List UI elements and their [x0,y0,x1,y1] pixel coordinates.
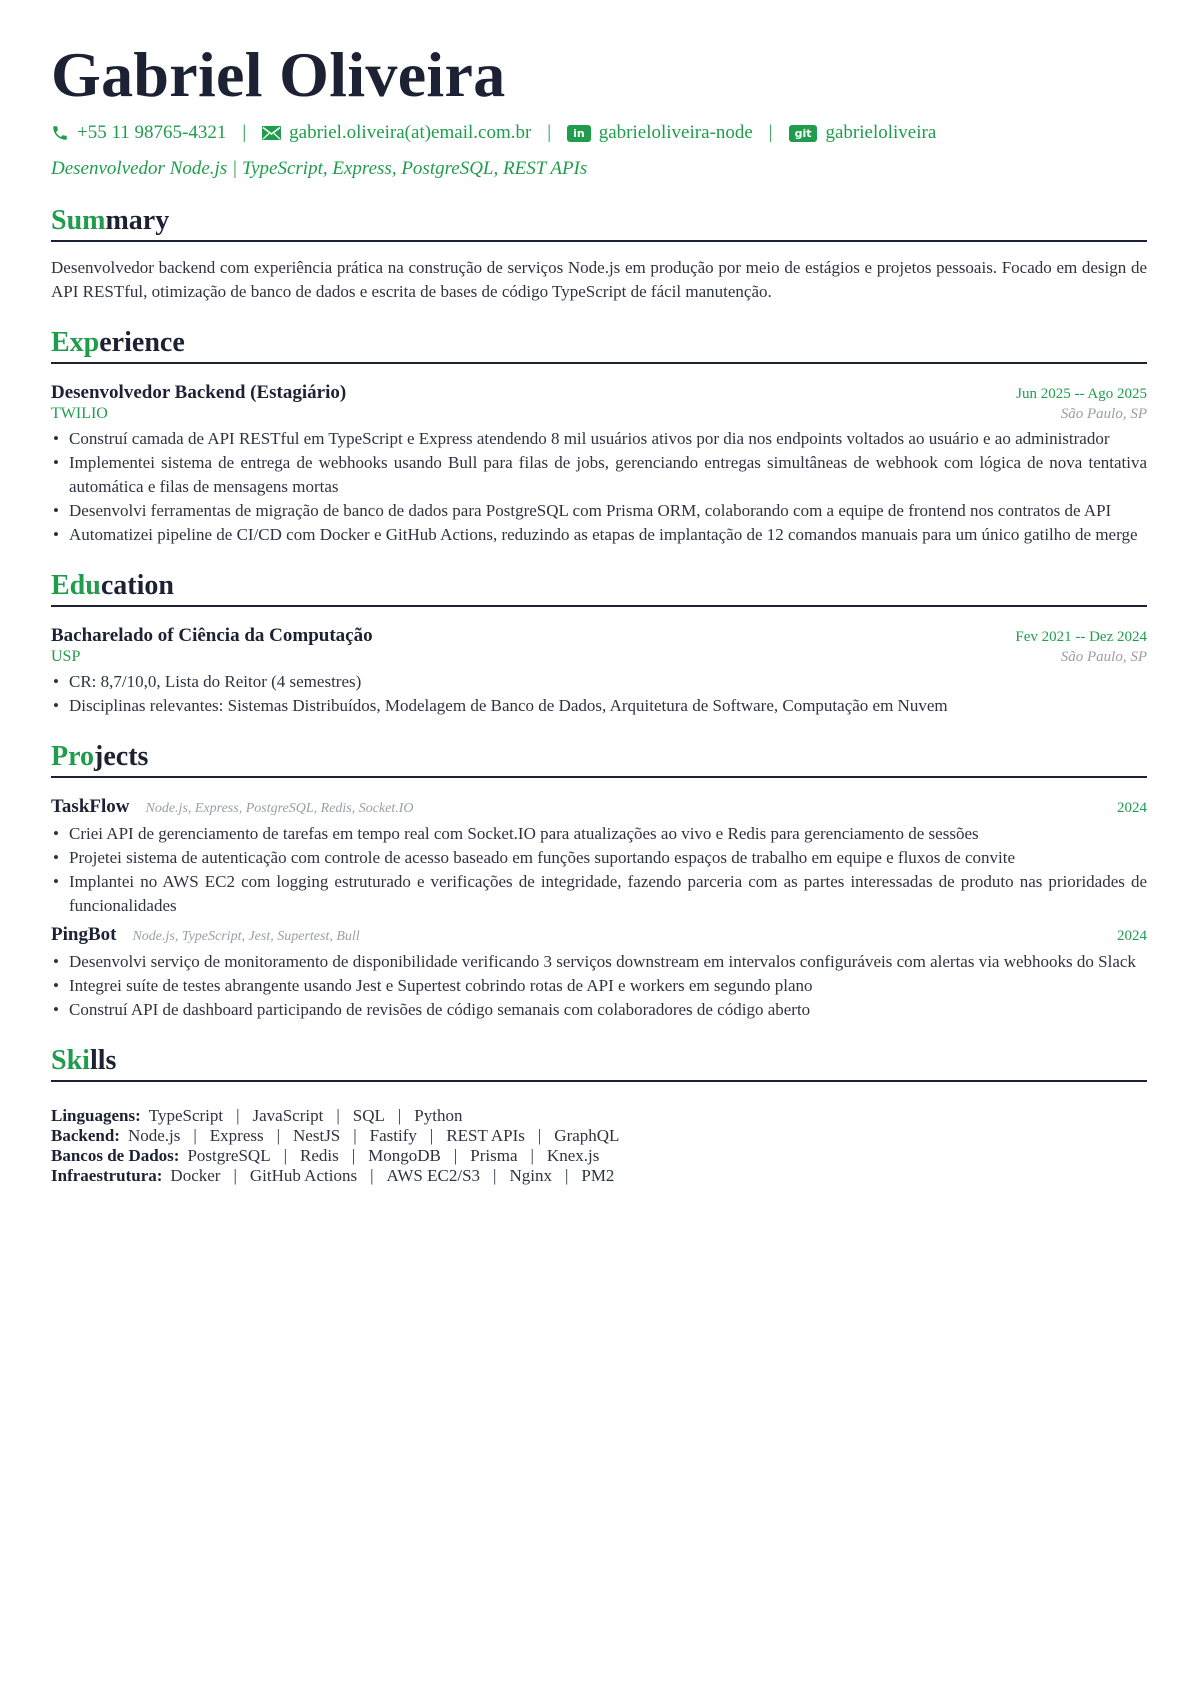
skill-item: Docker [170,1166,221,1185]
skill-row [51,1126,1147,1146]
skill-item: REST APIs [446,1126,525,1145]
skill-item: SQL [352,1106,385,1125]
list-item: • Desenvolvi ferramentas de migração de banco de dados para PostgreSQL com Prisma ORM, colaborando com a equipe de frontend nos contratos de API [51,499,1147,523]
skill-separator: | [429,1126,434,1145]
contact-linkedin[interactable] [567,120,753,146]
section-title-projects: Projects [51,740,1147,778]
skill-separator: | [351,1146,356,1165]
github-text: gabrieloliveira [825,122,937,143]
list-item: • Automatizei pipeline de CI/CD com Docker e GitHub Actions, reduzindo as etapas de implantação de 12 comandos manuais para um único gatilho de merge [51,523,1147,547]
education-entry [51,625,1147,718]
school-name: USP [51,648,81,665]
project-bullets [51,950,1147,1022]
education-dates: Fev 2021 -- Dez 2024 [1015,629,1147,645]
phone-icon [51,124,69,142]
skill-category: Linguagens: [51,1106,141,1125]
skill-row [51,1146,1147,1166]
skill-item: NestJS [293,1126,341,1145]
list-item: • Criei API de gerenciamento de tarefas em tempo real com Socket.IO para atualizações ao vivo e Redis para gerenciamento de sessões [51,822,1147,846]
candidate-name [51,38,1147,112]
section-title-experience: Experience [51,326,1147,364]
summary-text: Desenvolvedor backend com experiência prática na construção de serviços Node.js em produção por meio de estágios e projetos pessoais. Focado em design de API RESTful, otimização de banco de dados e escrita de bases de código TypeScript de fácil manutenção. [51,258,1147,301]
email-text: gabriel.oliveira(at)email.com.br [289,122,532,143]
last-name: Oliveira [279,39,506,110]
skill-item: Nginx [509,1166,552,1185]
first-name: Gabriel [51,39,263,110]
project-year: 2024 [1117,800,1147,816]
skills-list [51,1106,1147,1186]
skill-separator: | [283,1146,287,1165]
skill-item: AWS EC2/S3 [386,1166,481,1185]
skill-separator: | [353,1126,357,1145]
list-item: • Integrei suíte de testes abrangente usando Jest e Supertest cobrindo rotas de API e workers em segundo plano [51,974,1147,998]
skill-row [51,1106,1147,1126]
skill-item: Fastify [369,1126,417,1145]
section-title-skills: Skills [51,1044,1147,1082]
github-icon: git [789,125,818,142]
skill-item: Python [414,1106,463,1125]
skills-section [51,1044,1147,1186]
summary-section [51,204,1147,304]
skill-separator: | [397,1106,402,1125]
contact-phone[interactable] [51,120,226,146]
list-item: • Projetei sistema de autenticação com controle de acesso baseado em funções suportando espaços de trabalho em equipe e fluxos de convite [51,846,1147,870]
skill-item: TypeScript [148,1106,224,1125]
skill-item: PM2 [581,1166,615,1185]
education-bullets [51,670,1147,718]
projects-section [51,740,1147,1022]
skill-separator: | [530,1146,534,1165]
job-location: São Paulo, SP [1060,406,1147,422]
skill-category: Infraestrutura: [51,1166,163,1185]
skill-item: Knex.js [546,1146,600,1165]
skill-separator: | [236,1106,240,1125]
skill-separator: | [233,1166,237,1185]
contact-separator: | [242,122,247,143]
company-name: TWILIO [51,405,108,422]
envelope-icon [262,126,281,140]
project-name: TaskFlow [51,796,130,817]
skill-separator: | [193,1126,197,1145]
contact-bar [51,120,1147,146]
project-entry [51,796,1147,918]
list-item: • Desenvolvi serviço de monitoramento de disponibilidade verificando 3 serviços downstream em intervalos configuráveis com alertas via webhooks do Slack [51,950,1147,974]
skill-item: GraphQL [554,1126,620,1145]
experience-bullets [51,427,1147,547]
contact-separator: | [547,122,552,143]
list-item: • Implementei sistema de entrega de webhooks usando Bull para filas de jobs, gerenciando entregas simultâneas de webhook com lógica de nova tentativa automática e filas de mensagens mortas [51,451,1147,499]
skill-separator: | [493,1166,497,1185]
skill-separator: | [276,1126,281,1145]
linkedin-icon: in [567,125,591,142]
list-item: • Construí API de dashboard participando de revisões de código semanais com colaboradores de código aberto [51,998,1147,1022]
contact-github[interactable] [789,120,937,146]
list-item: • Construí camada de API RESTful em TypeScript e Express atendendo 8 mil usuários ativos por dia nos endpoints voltados ao usuário e ao administrador [51,427,1147,451]
linkedin-text: gabrieloliveira-node [598,122,753,143]
project-tech: Node.js, Express, PostgreSQL, Redis, Socket.IO [145,801,414,816]
skill-category: Bancos de Dados: [51,1146,180,1165]
experience-section [51,326,1147,547]
list-item: • Disciplinas relevantes: Sistemas Distribuídos, Modelagem de Banco de Dados, Arquitetura de Software, Computação em Nuvem [51,694,1147,718]
experience-entry [51,382,1147,547]
skill-item: PostgreSQL [187,1146,271,1165]
skill-item: JavaScript [252,1106,324,1125]
project-entry [51,924,1147,1022]
skill-item: Express [209,1126,264,1145]
skill-category: Backend: [51,1126,120,1145]
project-bullets [51,822,1147,918]
tagline: Desenvolvedor Node.js | TypeScript, Express, PostgreSQL, REST APIs [51,158,588,179]
skill-separator: | [453,1146,458,1165]
skill-item: Redis [300,1146,339,1165]
section-title-summary: Summary [51,204,1147,242]
contact-email[interactable] [262,120,531,146]
list-item: • CR: 8,7/10,0, Lista do Reitor (4 semestres) [51,670,1147,694]
job-dates: Jun 2025 -- Ago 2025 [1016,386,1147,402]
skill-separator: | [537,1126,542,1145]
project-name: PingBot [51,924,117,945]
list-item: • Implantei no AWS EC2 com logging estruturado e verificações de integridade, fazendo parceria com as partes interessadas de produto nas prioridades de funcionalidades [51,870,1147,918]
job-title: Desenvolvedor Backend (Estagiário) [51,382,347,403]
resume-page [51,38,1147,1186]
skill-item: Prisma [470,1146,518,1165]
skill-separator: | [564,1166,569,1185]
degree-title: Bacharelado of Ciência da Computação [51,625,373,646]
phone-text: +55 11 98765-4321 [77,122,227,143]
education-section [51,569,1147,718]
skill-item: MongoDB [368,1146,441,1165]
skill-separator: | [336,1106,340,1125]
project-tech: Node.js, TypeScript, Jest, Supertest, Bull [132,929,360,944]
skill-item: Node.js [127,1126,181,1145]
school-location: São Paulo, SP [1060,649,1147,665]
project-year: 2024 [1117,928,1147,944]
contact-separator: | [768,122,773,143]
section-title-education: Education [51,569,1147,607]
skill-row [51,1166,1147,1186]
skill-separator: | [370,1166,374,1185]
skill-item: GitHub Actions [249,1166,358,1185]
